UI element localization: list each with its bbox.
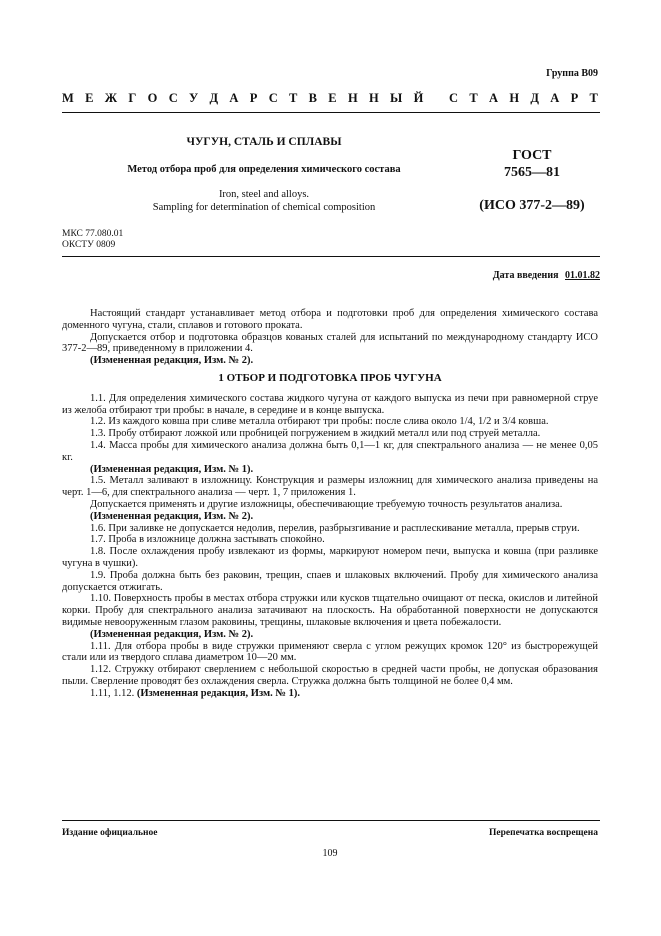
official-edition-label: Издание официальное bbox=[62, 828, 158, 838]
banner-letter: В bbox=[308, 91, 317, 105]
banner-letter: Ж bbox=[104, 91, 118, 105]
banner-letter: О bbox=[147, 91, 158, 105]
clause-1-4: 1.4. Масса пробы для химического анализа должна быть 0,1—1 кг, для спектрального анализа — не менее 0,05 кг. bbox=[62, 439, 598, 463]
clause-1-9: 1.9. Проба должна быть без раковин, трещин, спаев и шлаковых включений. Пробу для химического анализа допускается отжигать. bbox=[62, 569, 598, 593]
clause-1-3: 1.3. Пробу отбирают ложкой или пробницей погружением в жидкий металл или под струей металла. bbox=[90, 428, 541, 440]
mks-code: МКС 77.080.01 bbox=[62, 229, 124, 239]
footer-divider bbox=[62, 820, 600, 821]
banner-letter: А bbox=[229, 91, 239, 105]
banner-letter bbox=[435, 91, 438, 106]
reprint-prohibited-label: Перепечатка воспрещена bbox=[488, 828, 598, 838]
clause-1-1: 1.1. Для определения химического состава жидкого чугуна от каждого выпуска из печи при равномерной струе из желоба отбирают три пробы: в начале, в середине и в конце выпуска. bbox=[62, 392, 598, 416]
english-title-line-2: Sampling for determination of chemical composition bbox=[152, 202, 376, 213]
clause-1-5-extra: Допускается применять и другие изложницы, обеспечивающие требуемую точность результатов анализа. bbox=[90, 498, 563, 510]
banner-letter: Т bbox=[469, 91, 478, 105]
clause-1-11: 1.11. Для отбора пробы в виде стружки применяют сверла с углом режущих кромок 120° из быстрорежущей стали или из твердого сплава диаметром 10—20 мм. bbox=[62, 640, 598, 664]
banner-letter: Ы bbox=[390, 91, 403, 105]
gost-label: ГОСТ bbox=[512, 148, 552, 163]
banner-letter: С bbox=[268, 91, 278, 105]
banner-letter: У bbox=[189, 91, 199, 105]
banner-letter: Е bbox=[328, 91, 337, 105]
gost-designation bbox=[466, 147, 598, 181]
document-subtitle: Метод отбора проб для определения химического состава bbox=[127, 164, 401, 175]
banner-letter: Г bbox=[128, 91, 137, 105]
clause-1-7: 1.7. Проба в изложнице должна застывать спокойно. bbox=[90, 534, 325, 546]
banner-letter: Н bbox=[509, 91, 520, 105]
iso-designation: (ИСО 377-2—89) bbox=[479, 198, 585, 213]
banner-letter: Т bbox=[289, 91, 298, 105]
clause-1-6: 1.6. При заливке не допускается недолив, перелив, разбрызгивание и расплескивание металла, прерыв струи. bbox=[90, 522, 580, 534]
banner-letter: Р bbox=[570, 91, 579, 105]
amendment-note: (Измененная редакция, Изм. № 1). bbox=[90, 463, 254, 475]
introduction-date bbox=[380, 270, 600, 281]
standard-banner bbox=[62, 91, 598, 106]
banner-letter: Д bbox=[530, 91, 539, 105]
clause-1-11-1-12-amendment bbox=[62, 688, 598, 700]
banner-letter: А bbox=[489, 91, 499, 105]
gost-number: 7565—81 bbox=[504, 165, 560, 180]
clause-ref: 1.11, 1.12. bbox=[90, 687, 135, 699]
banner-letter: Т bbox=[589, 91, 598, 105]
banner-letter: С bbox=[449, 91, 459, 105]
banner-letter: Д bbox=[209, 91, 219, 105]
banner-letter: Н bbox=[347, 91, 358, 105]
group-code: Группа В09 bbox=[546, 68, 598, 79]
document-body bbox=[62, 308, 598, 700]
banner-letter: Е bbox=[85, 91, 94, 105]
banner-letter: Н bbox=[368, 91, 379, 105]
introduction-date-value: 01.01.82 bbox=[565, 270, 600, 281]
amendment-note: (Измененная редакция, Изм. № 1). bbox=[136, 687, 300, 699]
introduction-date-label: Дата введения bbox=[492, 270, 559, 281]
okstu-code: ОКСТУ 0809 bbox=[62, 240, 116, 250]
clause-1-10: 1.10. Поверхность пробы в местах отбора стружки или кусков тщательно очищают от песка, окислов и литейной корки. Пробу для спектрального анализа затачивают на плоскость. На обработанной поверхности не допускаются видимые невооруженным глазом раковины, трещины, шлаковые включения и цвета побежалости. bbox=[62, 593, 598, 628]
banner-letter: С bbox=[168, 91, 178, 105]
banner-letter: А bbox=[550, 91, 560, 105]
clause-1-12: 1.12. Стружку отбирают сверлением с небольшой скоростью в средней части пробы, не допуская образования пыли. Сверление проводят без охлаждения сверла. Стружка должна быть толщиной не более 0,4 мм. bbox=[62, 664, 598, 687]
clause-1-5: 1.5. Металл заливают в изложницу. Конструкция и размеры изложниц для химического анализа приведены на черт. 1—6, для спектрального анализа — черт. 1, 7 приложения 1. bbox=[62, 475, 598, 499]
amendment-note: (Измененная редакция, Изм. № 2). bbox=[90, 355, 254, 367]
page-number: 109 bbox=[322, 848, 338, 859]
codes-divider bbox=[62, 256, 600, 257]
section-heading: 1 ОТБОР И ПОДГОТОВКА ПРОБ ЧУГУНА bbox=[218, 371, 442, 384]
banner-letter: Р bbox=[249, 91, 258, 105]
paragraph-iso-reference: Допускается отбор и подготовка образцов кованых сталей для испытаний по международному стандарту ИСО 377-2—89, приведенному в приложении 4. bbox=[62, 331, 598, 355]
banner-letter: М bbox=[62, 91, 74, 105]
paragraph-scope: Настоящий стандарт устанавливает метод отбора и подготовки проб для определения химического состава доменного чугуна, стали, сплавов и готового проката. bbox=[62, 308, 598, 331]
amendment-note: (Измененная редакция, Изм. № 2). bbox=[90, 510, 254, 522]
header-divider bbox=[62, 112, 600, 113]
banner-letter: Й bbox=[413, 91, 424, 105]
english-title bbox=[62, 188, 466, 214]
amendment-note: (Измененная редакция, Изм. № 2). bbox=[90, 628, 254, 640]
classification-codes bbox=[62, 229, 123, 251]
clause-1-2: 1.2. Из каждого ковша при сливе металла отбирают три пробы: после слива около 1/4, 1/2 и 3/4 ковша. bbox=[90, 416, 549, 428]
english-title-line-1: Iron, steel and alloys. bbox=[218, 189, 310, 200]
clause-1-8: 1.8. После охлаждения пробу извлекают из формы, маркируют номером печи, выпуска и ковша (при разливке чугуна в чушки). bbox=[62, 546, 598, 569]
document-title: ЧУГУН, СТАЛЬ И СПЛАВЫ bbox=[186, 136, 342, 148]
